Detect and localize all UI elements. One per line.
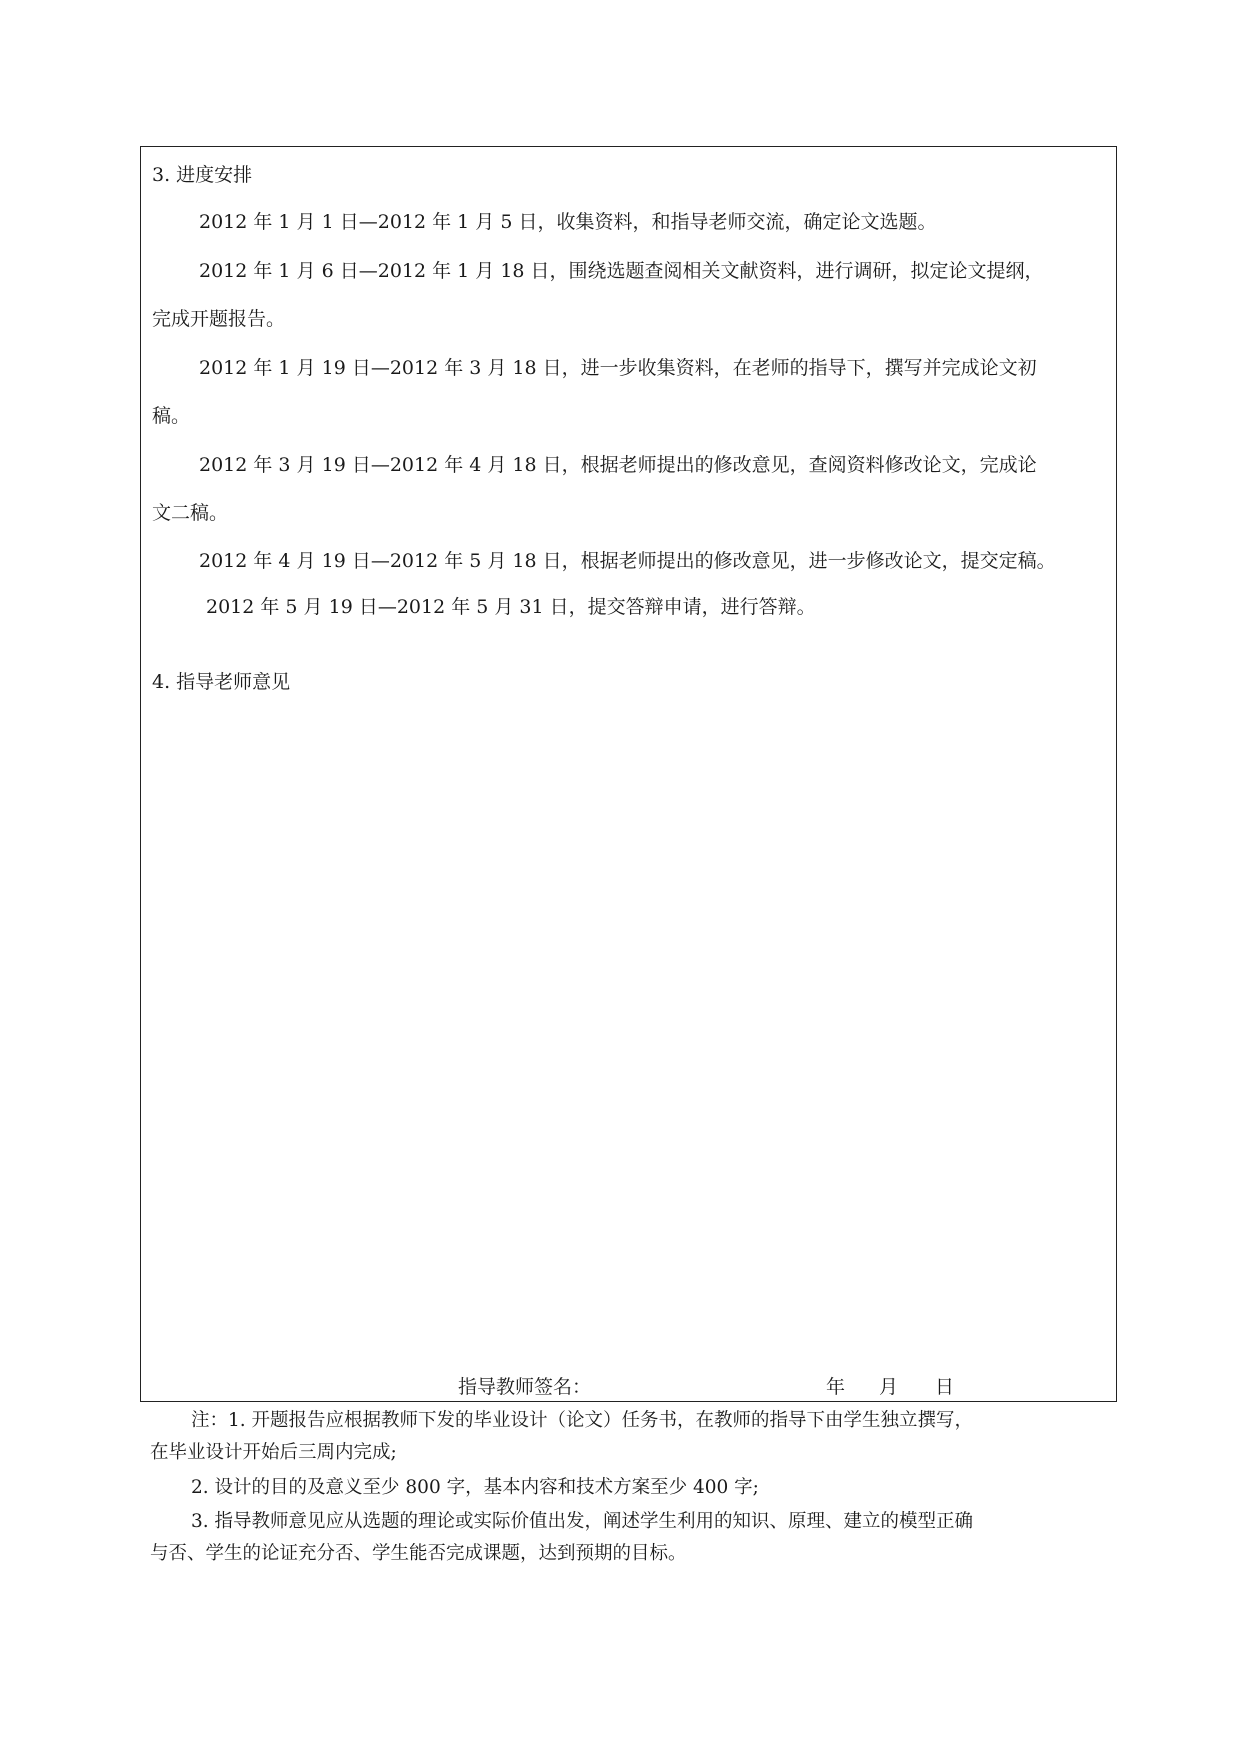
schedule-line: 2012 年 3 月 19 日—2012 年 4 月 18 日，根据老师提出的修改意见，查阅资料修改论文，完成论 [199, 454, 1037, 476]
note-line: 注：1. 开题报告应根据教师下发的毕业设计（论文）任务书，在教师的指导下由学生独立撰写， [191, 1410, 974, 1431]
schedule-heading: 3. 进度安排 [152, 164, 253, 186]
schedule-line: 稿。 [152, 405, 191, 427]
signature-year: 年 [826, 1376, 846, 1398]
note-line: 在毕业设计开始后三周内完成; [150, 1442, 397, 1463]
signature-day: 日 [935, 1376, 955, 1398]
advisor-opinion-heading: 4. 指导老师意见 [152, 671, 291, 693]
schedule-line: 文二稿。 [152, 502, 229, 524]
schedule-line: 2012 年 1 月 6 日—2012 年 1 月 18 日，围绕选题查阅相关文献资料，进行调研，拟定论文提纲， [199, 260, 1044, 282]
note-line: 3. 指导教师意见应从选题的理论或实际价值出发，阐述学生利用的知识、原理、建立的模型正确 [191, 1511, 974, 1532]
schedule-line: 2012 年 1 月 1 日—2012 年 1 月 5 日，收集资料，和指导老师交流，确定论文选题。 [199, 211, 937, 233]
schedule-line: 2012 年 4 月 19 日—2012 年 5 月 18 日，根据老师提出的修改意见，进一步修改论文，提交定稿。 [199, 550, 1056, 572]
note-line: 2. 设计的目的及意义至少 800 字，基本内容和技术方案至少 400 字; [191, 1477, 759, 1498]
signature-month: 月 [879, 1376, 899, 1398]
schedule-line: 完成开题报告。 [152, 308, 286, 330]
schedule-line: 2012 年 5 月 19 日—2012 年 5 月 31 日，提交答辩申请，进行答辩。 [206, 596, 816, 618]
note-line: 与否、学生的论证充分否、学生能否完成课题，达到预期的目标。 [150, 1543, 687, 1564]
report-table-frame [140, 146, 1117, 1402]
advisor-signature-label: 指导教师签名： [458, 1376, 592, 1398]
schedule-line: 2012 年 1 月 19 日—2012 年 3 月 18 日，进一步收集资料，在老师的指导下，撰写并完成论文初 [199, 357, 1037, 379]
